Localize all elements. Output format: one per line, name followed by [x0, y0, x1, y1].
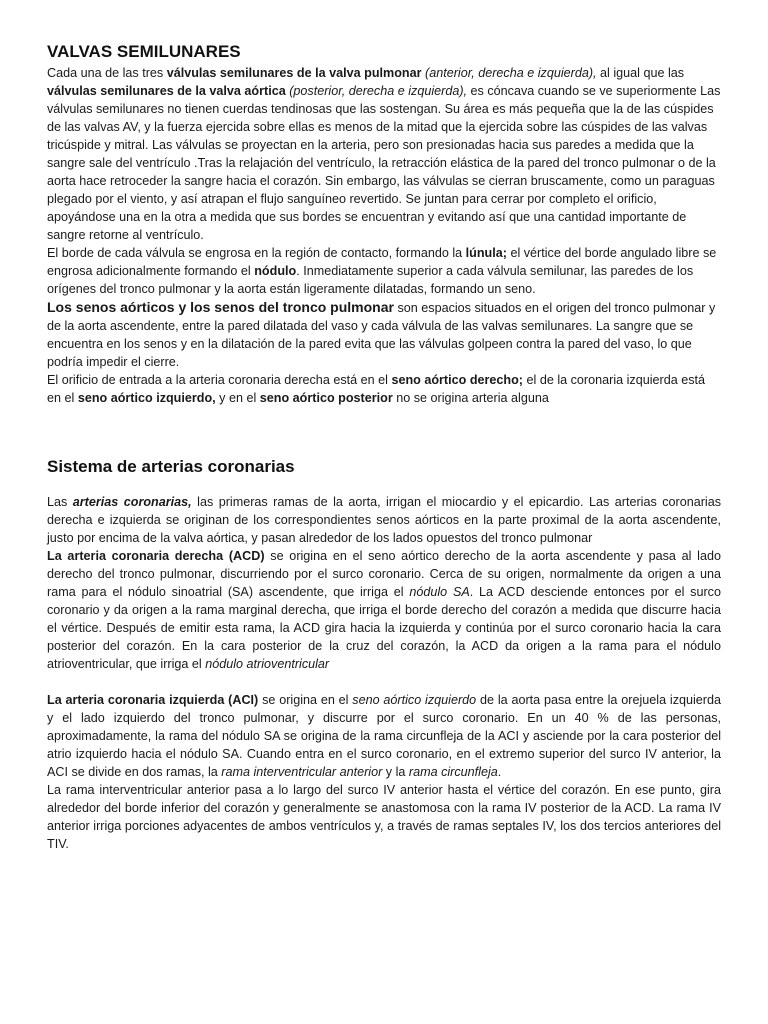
- paragraph: [47, 244, 721, 298]
- text-run: El orificio de entrada a la arteria coronaria derecha está en el: [47, 373, 392, 387]
- bold-text: Los senos aórticos y los senos del tronco pulmonar: [47, 299, 394, 315]
- bold-text: lúnula;: [465, 246, 507, 260]
- paragraph: [47, 493, 721, 547]
- text-run: se origina en el: [258, 693, 353, 707]
- paragraph: [47, 371, 721, 407]
- section-title-arterias-coronarias: Sistema de arterias coronarias: [47, 457, 295, 476]
- text-run: Cada una de las tres: [47, 66, 167, 80]
- text-run: y la: [382, 765, 409, 779]
- paragraph: [47, 691, 721, 781]
- italic-text: rama circunfleja: [408, 765, 498, 779]
- paragraph: [47, 781, 721, 853]
- italic-text: rama interventricular anterior: [221, 765, 383, 779]
- text-run: no se origina arteria alguna: [392, 391, 549, 405]
- italic-text: nódulo SA: [409, 585, 470, 599]
- bold-text: válvulas semilunares de la valva aórtica: [47, 84, 286, 98]
- italic-text: (anterior, derecha e izquierda),: [425, 66, 597, 80]
- bold-text: La arteria coronaria izquierda (ACI): [47, 693, 259, 707]
- text-run: al igual que las: [596, 66, 685, 80]
- italic-text: seno aórtico izquierdo: [352, 693, 477, 707]
- text-run: son espacios situados en el origen del tronco pulmonar y de la aorta ascendente, entre la pared dilatada del vaso y cada válvula de las valvas semilunares. La sangre que se encuentra en los senos y en la dilatación de la pared evita que las válvulas golpeen contra la pared del vaso, lo que podría impedir el cierre.: [47, 301, 716, 369]
- text-run: de la aorta pasa entre la orejuela izquierda y el lado izquierdo del tronco pulmonar, y discurre por el surco coronario. En un 40 % de las personas, aproximadamente, la rama del nódulo SA se origina de la rama circunfleja de la ACI y asciende por la cara posterior del atrio izquierdo hacia el nódulo SA. Cuando entra en el surco coronario, en el extremo superior del surco IV anterior, la ACI se divide en dos ramas, la: [47, 693, 722, 779]
- text-run: . Inmediatamente superior a cada válvula semilunar, las paredes de los orígenes del tronco pulmonar y la aorta están ligeramente dilatadas, formando un seno.: [47, 264, 694, 296]
- text-run: el de la coronaria izquierda está en el: [47, 373, 706, 405]
- paragraph: [47, 64, 721, 244]
- text-run: es cóncava cuando se ve superiormente Las válvulas semilunares no tienen cuerdas tendinosas que las sostengan. Su área es más pequeña que la de las cúspides de las valvas AV, y la fuerza ejercida sobre ellas es menos de la mitad que la ejercida sobre las cúspides de las valvas tricúspide y mitral. Las válvulas se proyectan en la arteria, pero son presionadas hacia sus paredes a medida que la sangre sale del ventrículo .Tras la relajación del ventrículo, la retracción elástica de la pared del tronco pulmonar o de la aorta hace retroceder la sangre hacia el corazón. Sin embargo, las válvulas se cierran bruscamente, como un paraguas plegado por el viento, y así atrapan el flujo sanguíneo revertido. Se juntan para cerrar por completo el orificio, apoyándose una en la otra a medida que sus bordes se encuentran y evitando así que una cantidad importante de sangre retorne al ventrículo.: [47, 84, 721, 242]
- bold-italic-text: arterias coronarias,: [72, 495, 192, 509]
- text-run: El borde de cada válvula se engrosa en la región de contacto, formando la: [47, 246, 466, 260]
- bold-text: La arteria coronaria derecha (ACD): [47, 549, 265, 563]
- text-run: . La ACD desciende entonces por el surco coronario y da origen a la rama marginal derecha, que irriga el borde derecho del corazón a medida que discurre hacia el vértice. Después de emitir esta rama, la ACD gira hacia la izquierda y continúa por el surco coronario hacia la cara posterior del corazón. En la cara posterior de la cruz del corazón, la ACD da origen a la rama para el nódulo atrioventricular, que irriga el: [47, 585, 721, 671]
- document-page: [47, 40, 721, 853]
- section-title-valvas-semilunares: VALVAS SEMILUNARES: [47, 42, 241, 61]
- paragraph: [47, 547, 721, 673]
- text-run: se origina en el seno aórtico derecho de la aorta ascendente y pasa al lado derecho del tronco pulmonar, discurriendo por el surco coronario. Cerca de su origen, normalmente da origen a una rama para el nódulo sinoatrial (SA) ascendente, que irriga el: [47, 549, 721, 599]
- italic-text: nódulo atrioventricular: [205, 657, 330, 671]
- bold-text: seno aórtico posterior: [259, 391, 393, 405]
- text-run: el vértice del borde angulado libre se engrosa adicionalmente formando el: [47, 246, 717, 278]
- text-run: y en el: [215, 391, 260, 405]
- bold-text: seno aórtico derecho;: [391, 373, 524, 387]
- text-run: las primeras ramas de la aorta, irrigan el miocardio y el epicardio. Las arterias coronarias derecha e izquierda se originan de los correspondientes senos aórticos en la parte proximal de la aorta ascendente, justo por encima de la valva aórtica, y pasan alrededor de los lados opuestos del tronco pulmonar: [47, 495, 722, 545]
- paragraph: [47, 298, 721, 371]
- text-run: .: [497, 765, 502, 779]
- paragraph-gap: [47, 673, 721, 691]
- bold-text: nódulo: [254, 264, 297, 278]
- bold-text: seno aórtico izquierdo,: [77, 391, 216, 405]
- bold-text: válvulas semilunares de la valva pulmonar: [166, 66, 422, 80]
- italic-text: (posterior, derecha e izquierda),: [289, 84, 468, 98]
- text-run: Las: [47, 495, 73, 509]
- text-run: La rama interventricular anterior pasa a lo largo del surco IV anterior hasta el vértice del corazón. En ese punto, gira alrededor del borde inferior del corazón y generalmente se anastomosa con la rama IV posterior de la ACD. La rama IV anterior irriga porciones adyacentes de ambos ventrículos y, a través de ramas septales IV, los dos tercios anteriores del TIV.: [47, 783, 721, 851]
